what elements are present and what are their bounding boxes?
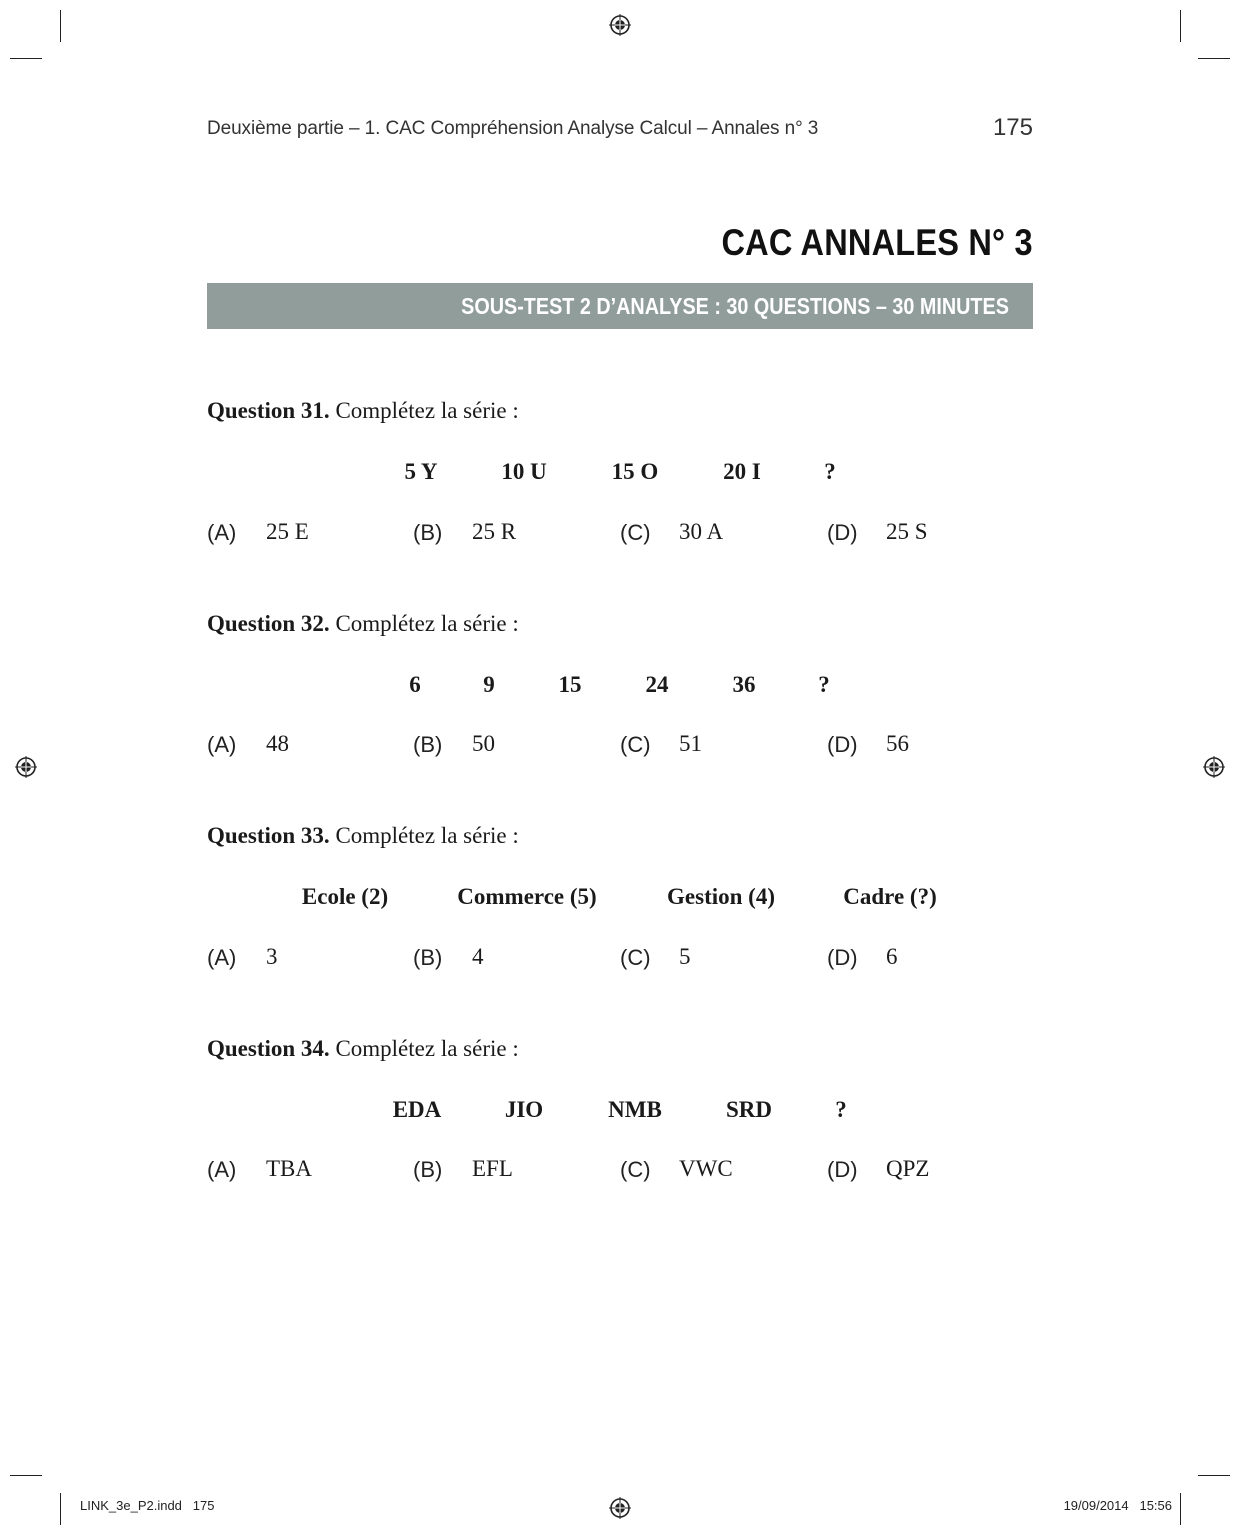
question-prompt: Complétez la série : <box>329 398 519 423</box>
crop-mark <box>1180 10 1181 42</box>
section-banner <box>207 283 1033 329</box>
question-title <box>207 398 519 424</box>
option-value: 30 A <box>679 519 724 544</box>
option-letter: (A) <box>207 1157 237 1182</box>
option-value: TBA <box>266 1156 312 1181</box>
crop-mark <box>1198 1475 1230 1476</box>
series-item: Gestion (4) <box>667 884 775 909</box>
option-letter: (C) <box>620 520 651 545</box>
option-value: 50 <box>472 731 495 756</box>
option-value: 25 R <box>472 519 517 544</box>
crop-mark <box>1198 58 1230 59</box>
option-letter: (B) <box>413 732 443 757</box>
option-value: VWC <box>679 1156 733 1181</box>
series-item: JIO <box>504 1097 544 1122</box>
series-item: 10 U <box>501 459 547 484</box>
question-title <box>207 823 519 849</box>
option-value: 56 <box>886 731 909 756</box>
question-label: Question 31. <box>207 398 330 423</box>
option-value: 6 <box>886 944 898 969</box>
option-letter: (D) <box>827 1157 858 1182</box>
question-label: Question 32. <box>207 611 330 636</box>
crop-mark <box>1180 1493 1181 1525</box>
series-item: ? <box>824 459 836 484</box>
series-item: 24 <box>645 672 669 697</box>
option-value: 4 <box>472 944 484 969</box>
option-value: 5 <box>679 944 691 969</box>
series-item: SRD <box>725 1097 773 1122</box>
series-item: ? <box>835 1097 847 1122</box>
option-letter: (D) <box>827 945 858 970</box>
option-letter: (A) <box>207 945 237 970</box>
option-value: 48 <box>266 731 289 756</box>
series-item: Commerce (5) <box>457 884 597 909</box>
crop-mark <box>10 1475 42 1476</box>
option-letter: (B) <box>413 1157 443 1182</box>
option-letter: (C) <box>620 732 651 757</box>
registration-mark-icon <box>15 756 37 778</box>
question-prompt: Complétez la série : <box>329 1036 519 1061</box>
option-letter: (B) <box>413 520 443 545</box>
question-label: Question 33. <box>207 823 330 848</box>
question-title <box>207 1036 519 1062</box>
question-prompt: Complétez la série : <box>329 611 519 636</box>
question-title <box>207 611 519 637</box>
series-item: Ecole (2) <box>301 884 389 909</box>
option-value: EFL <box>472 1156 513 1181</box>
option-letter: (A) <box>207 732 237 757</box>
series-item: EDA <box>392 1097 442 1122</box>
option-value: QPZ <box>886 1156 930 1181</box>
series-item: 5 Y <box>404 459 438 484</box>
crop-mark <box>60 10 61 42</box>
series-item: 36 <box>732 672 756 697</box>
series-item: 9 <box>483 672 495 697</box>
page-title: CAC ANNALES N° 3 <box>721 222 1033 263</box>
slug-datetime: 19/09/2014 15:56 <box>1063 1498 1172 1513</box>
series-item: 20 I <box>723 459 761 484</box>
series-item: Cadre (?) <box>843 884 937 909</box>
series-item: NMB <box>608 1097 662 1122</box>
registration-mark-icon <box>609 14 631 36</box>
registration-mark-icon <box>1203 756 1225 778</box>
running-head: Deuxième partie – 1. CAC Compréhension Analyse Calcul – Annales n° 3 <box>207 118 819 139</box>
question-prompt: Complétez la série : <box>329 823 519 848</box>
option-letter: (C) <box>620 945 651 970</box>
page-number: 175 <box>992 114 1033 141</box>
series-item: 6 <box>409 672 421 697</box>
option-letter: (A) <box>207 520 237 545</box>
crop-mark <box>10 58 42 59</box>
slug-filename: LINK_3e_P2.indd 175 <box>80 1498 215 1513</box>
series-item: 15 O <box>611 459 659 484</box>
option-value: 3 <box>266 944 278 969</box>
option-value: 51 <box>679 731 702 756</box>
crop-mark <box>60 1493 61 1525</box>
series-item: ? <box>818 672 830 697</box>
section-banner-text: SOUS-TEST 2 D’ANALYSE : 30 QUESTIONS – 30 MINUTES <box>461 293 1009 319</box>
series-item: 15 <box>558 672 582 697</box>
option-letter: (C) <box>620 1157 651 1182</box>
option-letter: (D) <box>827 732 858 757</box>
registration-mark-icon <box>609 1497 631 1519</box>
option-letter: (B) <box>413 945 443 970</box>
question-label: Question 34. <box>207 1036 330 1061</box>
option-value: 25 E <box>266 519 309 544</box>
option-letter: (D) <box>827 520 858 545</box>
option-value: 25 S <box>886 519 928 544</box>
